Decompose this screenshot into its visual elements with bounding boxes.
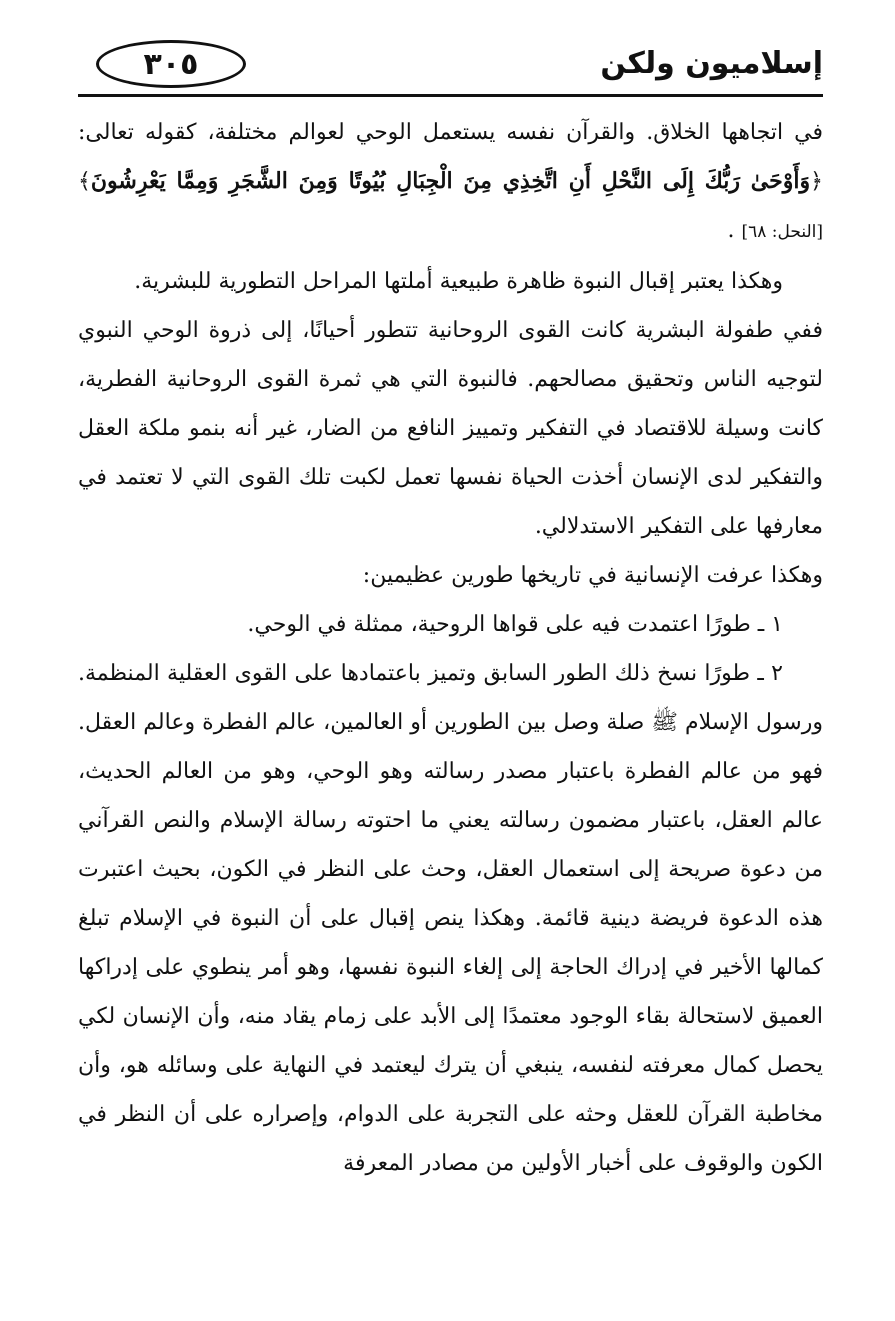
page-header (78, 28, 823, 100)
paragraph-1 (78, 108, 823, 257)
paragraph-1-text: في اتجاهها الخلاق. والقرآن نفسه يستعمل الوحي لعوالم مختلفة، كقوله تعالى: (78, 120, 823, 145)
paragraph-4: وهكذا عرفت الإنسانية في تاريخها طورين عظيمين: (362, 563, 823, 588)
running-title: إسلاميون ولكن (600, 46, 823, 81)
list-item-1: ١ ـ طورًا اعتمدت فيه على قواها الروحية، ممثلة في الوحي. (247, 612, 783, 637)
page-number: ٣٠٥ (96, 40, 246, 88)
verse-citation: [النحل: ٦٨] (741, 222, 823, 242)
body-text (78, 108, 823, 1188)
paragraph-2: وهكذا يعتبر إقبال النبوة ظاهرة طبيعية أملتها المراحل التطورية للبشرية. (134, 269, 783, 294)
paragraph-1-end: . (727, 218, 735, 243)
header-rule (78, 94, 823, 97)
verse-close-bracket: ﴾ (78, 169, 91, 194)
quran-verse: وَأَوْحَىٰ رَبُّكَ إِلَى النَّحْلِ أَنِ اتَّخِذِي مِنَ الْجِبَالِ بُيُوتًا وَمِنَ الشَّجَرِ وَمِمَّا يَعْرِشُونَ (90, 168, 811, 194)
paragraph-3: ففي طفولة البشرية كانت القوى الروحانية تتطور أحيانًا، إلى ذروة الوحي النبوي لتوجيه الناس وتحقيق مصالحهم. فالنبوة التي هي ثمرة القوى الروحانية الفطرية، كانت وسيلة للاقتصاد في التفكير وتمييز النافع من الضار، غير أنه بنمو ملكة العقل والتفكير لدى الإنسان أخذت الحياة نفسها تعمل لكبت تلك القوى التي لا تعتمد في معارفها على التفكير الاستدلالي. (78, 318, 823, 539)
verse-open-bracket: ﴿ (810, 169, 823, 194)
list-item-2: ٢ ـ طورًا نسخ ذلك الطور السابق وتميز باعتمادها على القوى العقلية المنظمة. ورسول الإسلام ﷺ صلة وصل بين الطورين أو العالمين، عالم الفطرة وعالم العقل. فهو من عالم الفطرة باعتبار مصدر رسالته وهو الوحي، وهو من العالم الحديث، عالم العقل، باعتبار مضمون رسالته يعني ما احتوته رسالة الإسلام والنص القرآني من دعوة صريحة إلى استعمال العقل، وحث على النظر في الكون، بحيث اعتبرت هذه الدعوة فريضة دينية قائمة. وهكذا ينص إقبال على أن النبوة في الإسلام تبلغ كمالها الأخير في إدراك الحاجة إلى إلغاء النبوة نفسها، وهو أمر ينطوي على إدراكها العميق لاستحالة بقاء الوجود معتمدًا إلى الأبد على زمام يقاد منه، وأن الإنسان لكي يحصل كمال معرفته لنفسه، ينبغي أن يترك ليعتمد في النهاية على وسائله هو، وأن مخاطبة القرآن للعقل وحثه على التجربة على الدوام، وإصراره على أن النظر في الكون والوقوف على أخبار الأولين من مصادر المعرفة (78, 661, 823, 1176)
